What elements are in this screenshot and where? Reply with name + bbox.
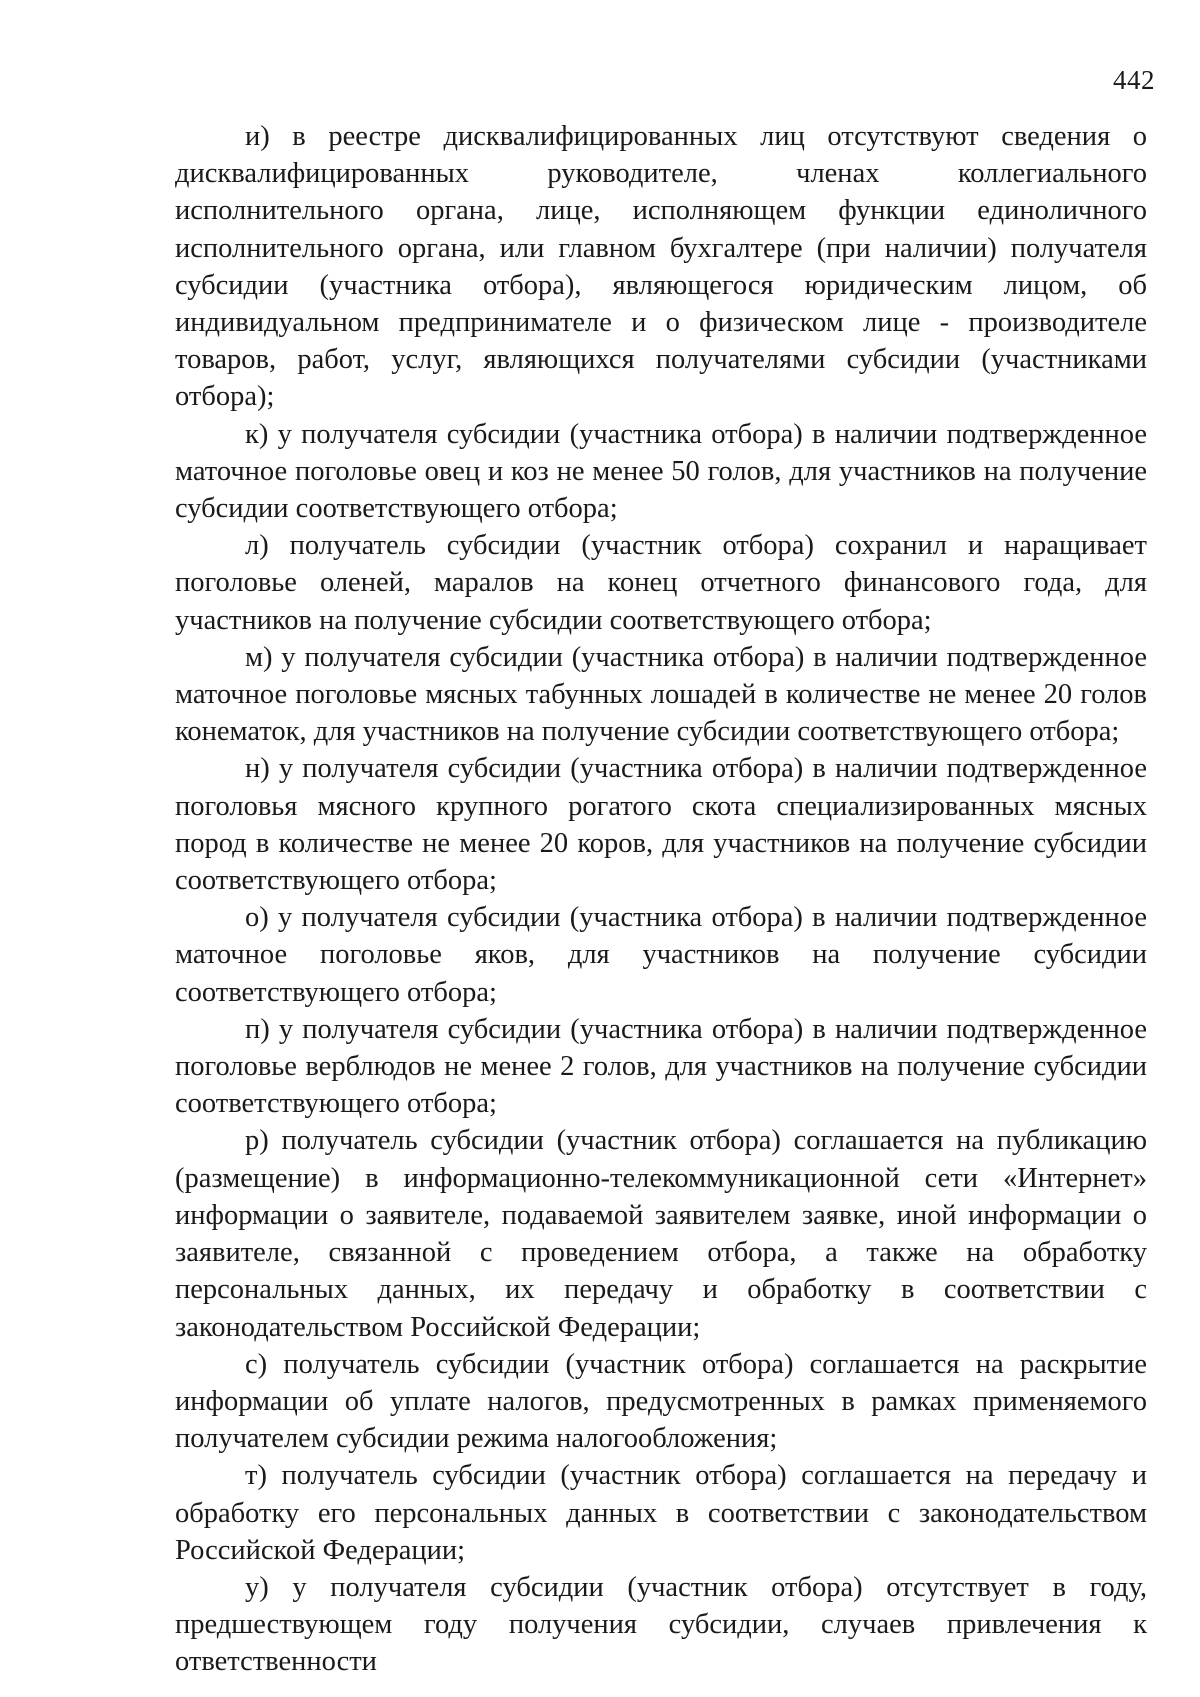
paragraph-n: н) у получателя субсидии (участника отбора) в наличии подтвержденное поголовья мясного крупного рогатого скота специализированных мясных пород в количестве не менее 20 коров, для участников на получение субсидии соответствующего отбора; bbox=[175, 753, 1147, 897]
paragraph-t: т) получатель субсидии (участник отбора) соглашается на передачу и обработку его персональных данных в соответствии с законодательством Российской Федерации; bbox=[175, 1460, 1147, 1566]
paragraph-m: м) у получателя субсидии (участника отбора) в наличии подтвержденное маточное поголовье мясных табунных лошадей в количестве не менее 20 голов конематок, для участников на получение субсидии соответствующего отбора; bbox=[175, 641, 1147, 748]
paragraph-l: л) получатель субсидии (участник отбора) сохранил и наращивает поголовье оленей, маралов на конец отчетного финансового года, для участников на получение субсидии соответствующего отбора; bbox=[175, 530, 1147, 636]
document-body bbox=[175, 118, 1147, 1681]
paragraph-p: п) у получателя субсидии (участника отбора) в наличии подтвержденное поголовье верблюдов не менее 2 голов, для участников на получение субсидии соответствующего отбора; bbox=[175, 1013, 1147, 1120]
paragraph-r: р) получатель субсидии (участник отбора) соглашается на публикацию (размещение) в информационно-телекоммуникационной сети «Интернет» информации о заявителе, подаваемой заявителем заявке, иной информации о заявителе, связанной с проведением отбора, а также на обработку персональных данных, их передачу и обработку в соответствии с законодательством Российской Федерации; bbox=[175, 1125, 1147, 1343]
paragraph-u: у) у получателя субсидии (участник отбора) отсутствует в году, предшествующем году получения субсидии, случаев привлечения к ответственности bbox=[175, 1571, 1147, 1678]
page-number: 442 bbox=[1113, 65, 1155, 95]
paragraph-i: и) в реестре дисквалифицированных лиц отсутствуют сведения о дисквалифицированных руководителе, членах коллегиального исполнительного органа, лице, исполняющем функции единоличного исполнительного органа, или главном бухгалтере (при наличии) получателя субсидии (участника отбора), являющегося юридическим лицом, об индивидуальном предпринимателе и о физическом лице - производителе товаров, работ, услуг, являющихся получателями субсидии (участниками отбора); bbox=[175, 121, 1147, 413]
paragraph-k: к) у получателя субсидии (участника отбора) в наличии подтвержденное маточное поголовье овец и коз не менее 50 голов, для участников на получение субсидии соответствующего отбора; bbox=[175, 418, 1147, 525]
paragraph-s: с) получатель субсидии (участник отбора) соглашается на раскрытие информации об уплате налогов, предусмотренных в рамках применяемого получателем субсидии режима налогообложения; bbox=[175, 1348, 1147, 1455]
paragraph-o: о) у получателя субсидии (участника отбора) в наличии подтвержденное маточное поголовье яков, для участников на получение субсидии соответствующего отбора; bbox=[175, 902, 1147, 1008]
